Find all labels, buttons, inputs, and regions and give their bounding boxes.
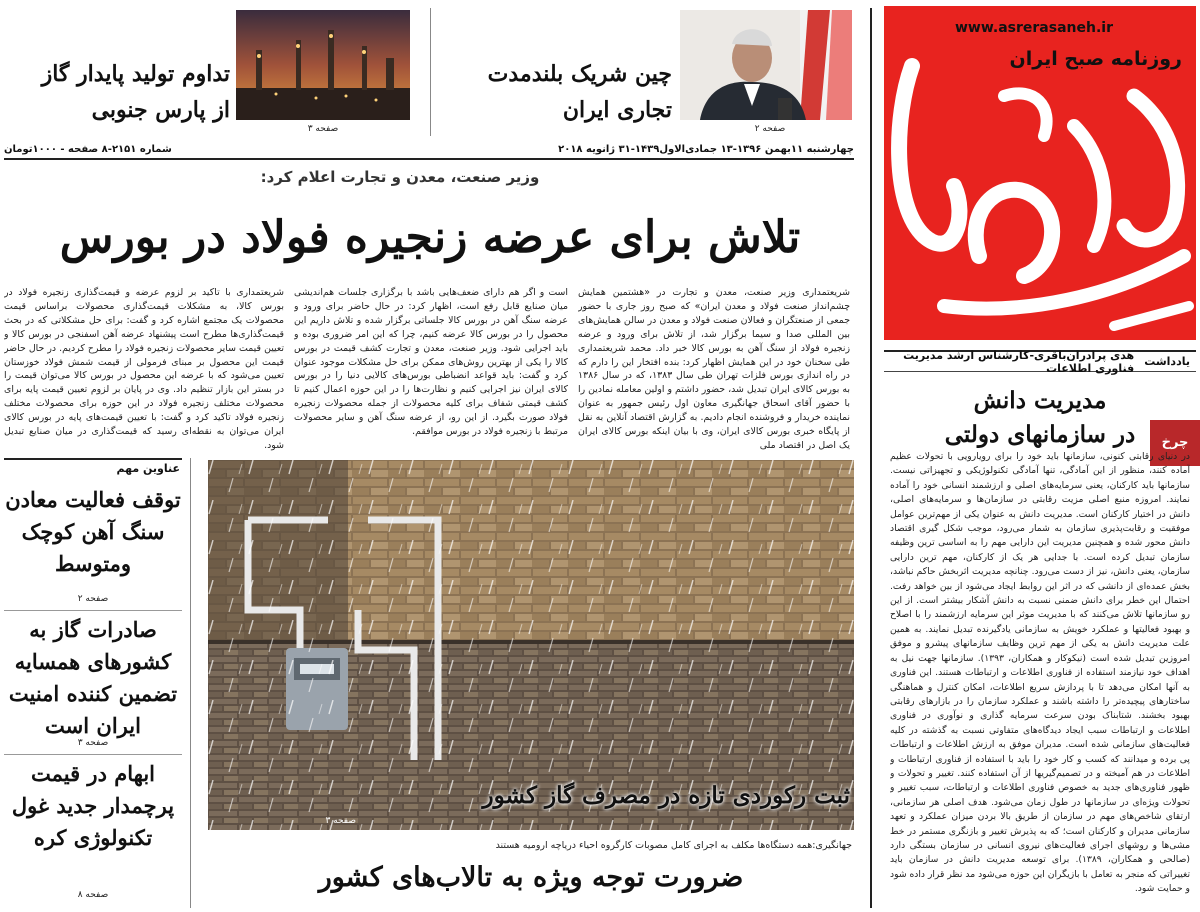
sidebar-divider-rule — [4, 754, 182, 755]
teaser-line: چین شریک بلندمدت — [487, 61, 672, 87]
note-badge: چرخ — [1150, 420, 1200, 466]
teaser-divider — [430, 8, 431, 136]
lead-headline[interactable]: تلاش برای عرضه زنجیره فولاد در بورس — [59, 212, 801, 263]
note-label: یادداشت — [1144, 355, 1190, 368]
sidebar-item-flagship[interactable]: ابهام در قیمت پرچمدار جدید غول تکنولوژی کره — [11, 761, 175, 850]
bottom-headline[interactable]: ضرورت توجه ویژه به تالاب‌های کشور — [318, 862, 744, 893]
bottom-caption: جهانگیری:همه دستگاه‌ها مکلف به اجرای کامل مصوبات کارگروه احیاء دریاچه ارومیه هستند — [495, 840, 852, 851]
teaser-page-ref: صفحه ۲ — [754, 124, 786, 134]
teaser-headline-gas[interactable] — [4, 56, 230, 128]
photo-story-page-ref: صفحه ۳ — [325, 816, 356, 826]
teaser-page-ref: صفحه ۳ — [307, 124, 339, 134]
sidebar-page-ref: صفحه ۲ — [77, 594, 109, 604]
teaser-headline-china[interactable] — [440, 56, 672, 128]
refinery-photo — [236, 10, 410, 120]
date-bar — [4, 140, 854, 160]
issue-number: شماره ۲۱۵۱-۸ صفحه - ۱۰۰۰تومان — [4, 143, 172, 155]
note-title-line: در سازمانهای دولتی — [944, 421, 1136, 448]
sidebar-page-ref: صفحه ۸ — [77, 890, 109, 900]
lead-column-3: شریعتمداری با تاکید بر لزوم عرضه و قیمت‌گذاری زنجیره فولاد در بورس کالا، به مشکلات قیمت‌گذاری محصولات براساس قیمت محصولات یک مجتمع اشاره کرد و گفت: برای حل مشکلاتی که در بحث قیمت‌گذاری‌ها مطرح است پیشنهاد عرضه آهن اسفنجی در بورس کالا و تعیین قیمت سایر محصولات زنجیره فولاد را مطرح کردیم. در حال حاضر قیمت این محصول بر مبنای فرمولی از قیمت شمش فولاد خوزستان تعیین می‌شود که با عرضه این محصول در بورس کالا می‌توان قیمت را در بستر این بازار تنظیم داد. وی در پایان بر لزوم تعیین قیمت پایه برای محصولات مختلف زنجیره فولاد در این حوزه برای محصولات مختلف زنجیره فولاد تاکید کرد و گفت: با تعیین قیمت‌های پایه در بورس کالای ایران می‌توان به نقطه‌ای رسید که قیمت‌گذاری در میان صنایع تبدیل شود. — [4, 287, 284, 451]
teaser-line: تداوم تولید پایدار گاز — [41, 61, 230, 87]
sidebar-divider-rule — [4, 610, 182, 611]
lead-column-1: شریعتمداری وزیر صنعت، معدن و تجارت در «هشتمین همایش چشم‌انداز صنعت فولاد و معدن ایران» که صبح روز جاری با حضور جمعی از صنعتگران و فعالان صنعت فولاد و معدن در سالن همایش‌های بین المللی صدا و سیما برگزار شد، از تلاش برای ورود و عرضه زنجیره فولاد از سنگ آهن به بورس کالا خبر داد. محمد شریعتمداری طی سخنان خود در این همایش اظهار کرد: بنده افتخار این را دارم که در راه اندازی بورس فلزات تهران طی سال ۱۳۸۳، که در سال ۱۳۸۶ به بورس کالای ایران تبدیل شد، حضور داشتم و اولین معامله نمادین را با حضور آقای اسحاق جهانگیری معاون اول رئیس جمهور به عنوان نماینده خریدار و فروشنده انجام دادیم. به گزارش اقتصاد آنلاین به نقل از پایگاه خبری بورس کالای ایران، وی با بیان اینکه بورس کالای ایران یک اصل در اقتصاد ملی — [578, 287, 850, 451]
lead-kicker: وزیر صنعت، معدن و تجارت اعلام کرد: — [260, 168, 540, 186]
website-url[interactable]: www.asrerasaneh.ir — [955, 20, 1113, 36]
photo-story-image[interactable] — [208, 460, 854, 830]
portrait-photo — [680, 10, 852, 120]
masthead-logo — [884, 6, 1196, 340]
teaser-photo-chamber[interactable] — [680, 10, 852, 120]
column-divider — [870, 8, 872, 908]
photo-story-headline[interactable]: ثبت رکوردی تازه در مصرف گاز کشور — [482, 782, 850, 809]
issue-date: چهارشنبه ۱۱بهمن ۱۳۹۶-۱۳ جمادی‌الاول۱۴۳۹-۳۱ ژانویه ۲۰۱۸ — [558, 143, 854, 155]
lead-column-2: است و اگر هم دارای ضعف‌هایی باشد با برگزاری جلسات هم‌اندیشی میان صنایع قابل رفع است، اظهار کرد: در حال حاضر برای ورود و عرضه سنگ آهن در بورس کالا جلساتی برگزار شده و تلاش داریم این محصول را در بورس کالا عرضه کنیم، چرا که این امر ضروری بوده و باید اجرایی شود. وزیر صنعت، معدن و تجارت کشف قیمت در بورس کالا را یکی از بهترین روش‌های ممکن برای حل مشکلات موجود عنوان کرد و گفت: باید قواعد انضباطی بورس‌های کالایی دنیا را در بورس کالای ایران نیز اجرایی کنیم و نظارت‌ها را در این حوزه اعمال کنیم تا کشف قیمتی شفاف برای کلیه محصولات از جمله محصولات زنجیره فولاد صورت بگیرد. از این رو، از عرضه سنگ آهن و سایر محصولات مرتبط با زنجیره فولاد در بورس موافقم. — [294, 287, 568, 438]
note-header — [884, 348, 1196, 375]
note-title-line: مدیریت دانش — [973, 387, 1107, 414]
sidebar-header: عناوین مهم — [116, 462, 180, 475]
sidebar-item-mines[interactable]: توقف فعالیت معادن سنگ آهن کوچک ومتوسط — [5, 487, 181, 576]
sidebar-divider — [190, 458, 191, 908]
sidebar-item-gas-export[interactable]: صادرات گاز به کشورهای همسایه تضمین کننده امنیت ایران است — [8, 617, 178, 738]
teaser-line: از پارس جنوبی — [91, 97, 230, 123]
sidebar-top-rule — [4, 458, 182, 460]
note-body: در دنیای رقابتی کنونی، سازمانها باید خود را برای رویارویی با تحولات عظیم آماده کنند، منظور از این آمادگی، تنها آمادگی تکنولوژیکی و تجهیزاتی نیست. سازمانها باید کارکنان، یعنی سرمایه‌های اصلی و ارزشمند انسانی خود را آماده نمایند. امروزه منبع اصلی مزیت رقابتی در سازمان‌ها و سرمایه‌های اصلی، دانش در اختیار کارکنان است. مدیریت دانش به عنوان یکی از مهم‌ترین عوامل موفقیت و رقابت‌پذیری سازمان به شمار می‌رود، موجب شکل گیری اقتصاد دانش محور شده و همچنین مدیریت این دارایی مهم را به اساسی ترین وظیفه سازمان تبدیل کرده است. با جدایی هر یک از کارکنان، مهم ترین دارایی سازمان، یعنی دانش، نیز از دست می‌رود. چنانچه مدیریت اثربخش حاکم نباشد، بخش عمده‌ای از دانشی که در اثر این روابط ایجاد می‌شود از بین خواهد رفت. احتمال این خطر برای دانش ضمنی نسبت به دانش آشکار بیشتر است. از این رو سازمانها تلاش می‌کنند که با مدیریت موثر این سرمایه ارزشمند را با اصلاح و بهبود فعالیتها و عملکرد خویش به سازمانی یادگیرنده تبدیل نمایند. به همین علت مدیریت دانش به یکی از مهم ترین وظایف سازمانهای پیشرو و موفق امروزین تبدیل شده است (نیکوکار و همکاران، ۱۳۹۳). سازمانها جهت نیل به اهداف خود نیازمند استفاده از فناوری اطلاعات و ارتباطات هستند. این فناوری به آنها امکان می‌دهد تا با پردازش سریع اطلاعات، امکان کنترل و هماهنگی ساختارهای پیچیده‌تر را داشته باشند و عملکرد سازمان را در بازارهای رقابتی بهبود بخشند. شتابناک بودن سرعت سرمایه گذاری و نوآوری در فناوری اطلاعات و ارتباطات سبب ایجاد دیدگاه‌های متفاوتی نسبت به گذشته در کلیه فعالیت‌های سازمانی شده است. مدیران موفق به ارزش اطلاعات و ارتباطات پی برده و میدانند که کسب و کار خود را باید با استفاده از فناوری ارتباطات و اطلاعات در هم آمیخته و در تصمیم‌گیریها از آن استفاده کنند. تغییر و تحولات و ظهور فناوری‌های جدید به خصوص فناوری اطلاعات و ارتباطات، سبب تغییر و تحولات ویژه‌ای در سازمانها در طول زمان می‌شود. هدف اصلی هر سازمانی، ارتقای شاخص‌های مهم در سازمان از طریق بالا بردن میزان عملکرد و تعهد سازمانی مدیران و کارکنان است؛ که به پذیرش تغییر و بازنگری مستمر در خط مشی‌ها و روشهای اجرای فعالیت‌های نیروی انسانی در سازمان بستگی دارد (صالحی و همکاران، ۱۳۸۹). برای توسعه مدیریت دانش در سازمان باید تغییراتی که منجر به تعامل با بازیگران این حوزه می‌شود مد نظر قرار داده شود و حمایت شود. — [890, 451, 1190, 895]
teaser-photo-refinery[interactable] — [236, 10, 410, 120]
teaser-line: تجاری ایران — [562, 97, 672, 123]
masthead-tagline: روزنامه صبح ایران — [1009, 48, 1182, 70]
sidebar-page-ref: صفحه ۳ — [77, 738, 109, 748]
note-byline: هدی پرادران‌باقری-کارشناس ارشد مدیریت فناوری اطلاعات — [903, 348, 1135, 375]
gas-meter-wall-photo — [208, 460, 854, 830]
